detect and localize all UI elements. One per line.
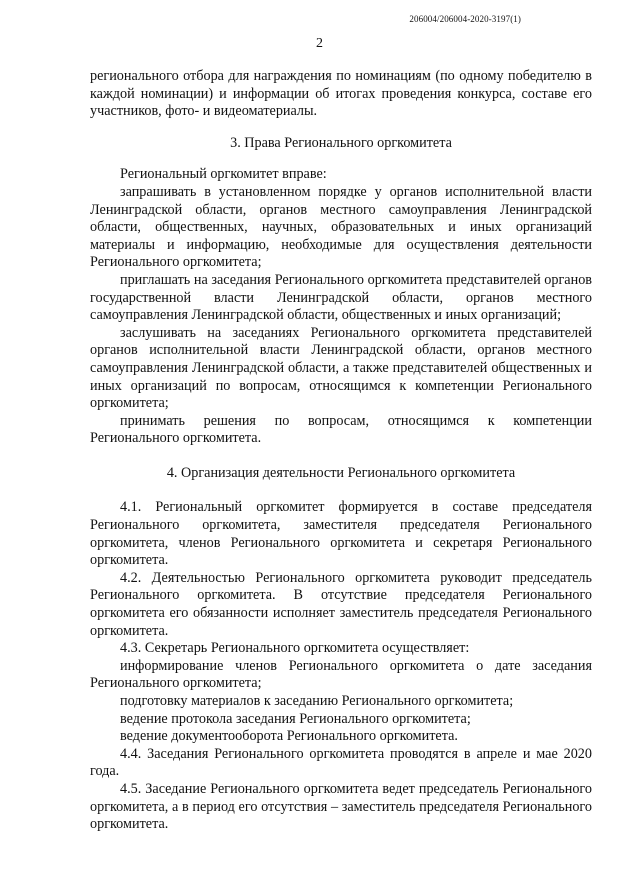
section-3-paragraph: приглашать на заседания Регионального оргкомитета представителей органов государственной власти Ленинградской области, органов местного самоуправления Ленинградской области, общественных и иных организаций;	[90, 271, 592, 324]
continued-paragraph: регионального отбора для награждения по номинациям (по одному победителю в каждой номинации) и информации об итогах проведения конкурса, составе его участников, фото- и видеоматериалы.	[90, 68, 592, 120]
section-3-paragraph: заслушивать на заседаниях Регионального оргкомитета представителей органов исполнительной власти Ленинградской области, органов местного самоуправления Ленинградской области, а также представителей общественных и иных организаций по вопросам, относящимся к компетенции Регионального оргкомитета;	[90, 324, 592, 412]
section-3-paragraph: принимать решения по вопросам, относящимся к компетенции Регионального оргкомитета.	[90, 412, 592, 447]
section-4-heading: 4. Организация деятельности Регионального оргкомитета	[166, 464, 516, 481]
document-registration-number: 206004/206004-2020-3197(1)	[409, 14, 521, 24]
section-3-paragraph: запрашивать в установленном порядке у органов исполнительной власти Ленинградской области, органов местного самоуправления Ленинградской области, общественных, научных, образовательных и иных организаций материалы и информацию, необходимые для осуществления деятельности Регионального оргкомитета;	[90, 183, 592, 271]
section-3-content	[90, 166, 592, 448]
section-4-paragraph: информирование членов Регионального оргкомитета о дате заседания Регионального оргкомитета;	[90, 657, 592, 692]
document-body	[90, 68, 592, 834]
section-4-paragraph: 4.2. Деятельностью Регионального оргкомитета руководит председатель Регионального оргкомитета. В отсутствие председателя Регионального оргкомитета его обязанности исполняет заместитель председателя Регионального оргкомитета.	[90, 569, 592, 639]
page-number: 2	[316, 36, 323, 51]
section-4-paragraph: ведение документооборота Регионального оргкомитета.	[120, 728, 458, 745]
section-4-content	[90, 499, 592, 833]
section-3-heading: 3. Права Регионального оргкомитета	[230, 134, 452, 151]
section-4-paragraph: подготовку материалов к заседанию Регионального оргкомитета;	[120, 693, 514, 709]
section-3-paragraph: Региональный оргкомитет вправе:	[120, 166, 327, 183]
section-4-paragraph: 4.4. Заседания Регионального оргкомитета проводятся в апреле и мае 2020 года.	[90, 745, 592, 780]
section-4-paragraph: 4.5. Заседание Регионального оргкомитета ведет председатель Регионального оргкомитета, а в период его отсутствия – заместитель председателя Регионального оргкомитета.	[90, 780, 592, 833]
section-4-paragraph: 4.1. Региональный оргкомитет формируется в составе председателя Регионального оргкомитета, заместителя председателя Регионального оргкомитета, членов Регионального оргкомитета и секретаря Регионального оргкомитета.	[90, 499, 592, 569]
section-4-paragraph: ведение протокола заседания Регионального оргкомитета;	[120, 710, 471, 727]
section-4-paragraph: 4.3. Секретарь Регионального оргкомитета осуществляет:	[120, 640, 470, 657]
